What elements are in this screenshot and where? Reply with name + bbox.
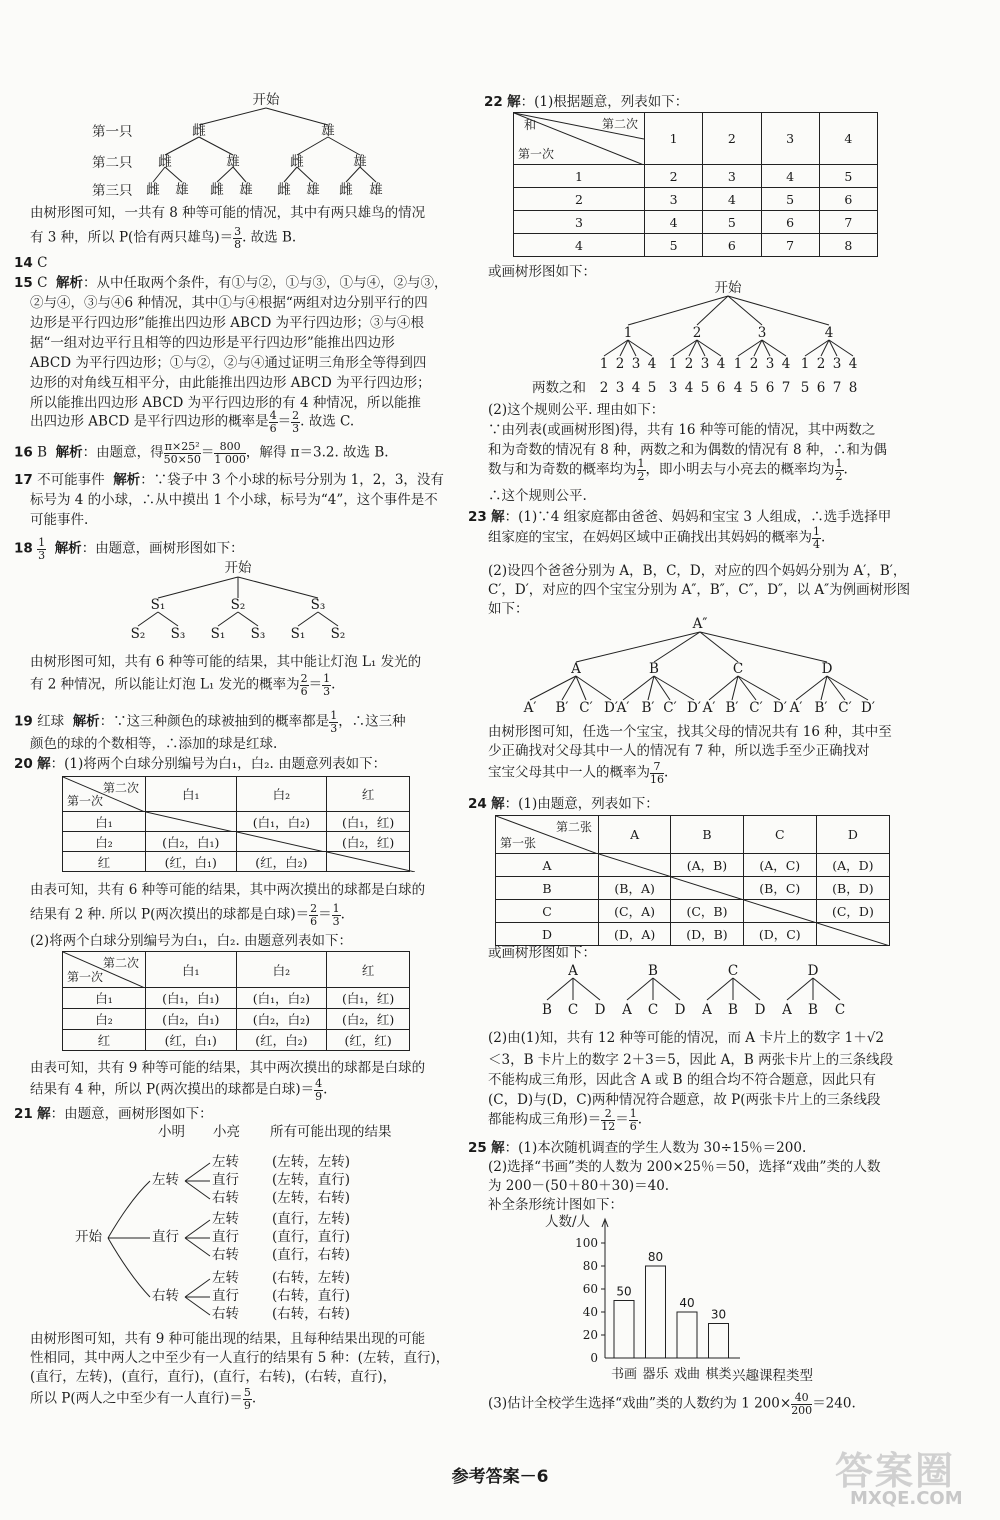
leaf: 直行 — [212, 1172, 239, 1188]
tree-leaf: A — [622, 1002, 632, 1018]
sum-value: 7 — [781, 380, 791, 396]
tree-node: A — [568, 963, 578, 979]
y-tick-label: 40 — [582, 1305, 598, 1319]
watermark-logo: 答案圈 — [835, 1449, 956, 1493]
node-s3: S₃ — [250, 626, 266, 642]
tree-leaf: 3 — [631, 356, 641, 372]
sum-value: 5 — [700, 380, 710, 396]
tree-leaf: A′ — [523, 700, 537, 716]
tree-leaf: D — [594, 1002, 606, 1018]
q22-part-2: (2)这个规则公平. 理由如下： — [488, 402, 665, 418]
tree-leaf: 1 — [668, 356, 678, 372]
tree-node: C — [727, 963, 739, 979]
q15-line-5: ABCD 为平行四边形；①与②，②与④通过证明三角形全等得到四 — [30, 355, 427, 371]
col-header: 红 — [327, 952, 410, 988]
q23-conclusion-1: 由树形图可知，任选一个宝宝，找其父母的情况共有 16 种，其中至 — [488, 724, 892, 740]
table-row: C (C，A) (C，B) (C，D) — [496, 900, 890, 923]
table-row: 3 4 5 6 7 — [514, 211, 878, 234]
tree-leaf: B′ — [725, 700, 739, 716]
header-xiaoming: 小明 — [158, 1124, 185, 1140]
bar — [614, 1301, 634, 1359]
tree-root: 开始 — [252, 92, 280, 108]
tree-leaf: C′ — [663, 700, 677, 716]
tree-leaf: B — [542, 1002, 552, 1018]
q22-line-3: 数与和为奇数的概率均为 $\frac{1}{2}$ ，即小明去与小亮去的概率均为 $\frac{1}{2}$ . — [488, 457, 848, 483]
q24-probability: 都能构成三角形)＝ $\frac{2}{12}$ ＝ $\frac{1}{6}$ . — [488, 1107, 643, 1133]
sum-value: 4 — [631, 380, 641, 396]
sum-value: 5 — [800, 380, 810, 396]
result: (右转，直行) — [272, 1288, 351, 1304]
tree-leaf: D′ — [861, 700, 875, 716]
y-tick-label: 60 — [582, 1282, 598, 1296]
switch-tree-root: 开始 — [224, 560, 252, 576]
tree-leaf: B — [728, 1002, 738, 1018]
node-male: 雄 — [239, 182, 253, 198]
q17-line-2: 标号为 4 的小球，∴从中摸出 1 个小球，标号为“4”，这个事件是不 — [30, 492, 438, 508]
sum-tree-root: 开始 — [714, 280, 742, 296]
q22-line-2: 和为奇数的情况有 8 种，两数之和为偶数的情况有 8 种，∴和为偶 — [488, 442, 887, 458]
col-header: 2 — [703, 113, 761, 165]
table-row: 白₂ (白₂，白₁) (白₂，白₂) (白₂，红) — [63, 1009, 410, 1030]
table-corner: 第二次 第一次 — [63, 952, 146, 988]
row-label-2: 第二只 — [92, 155, 133, 171]
chart-xlabel: 兴趣课程类型 — [732, 1368, 813, 1384]
q24-line-1: (2)由(1)知，共有 12 种等可能的情况，而 A 卡片上的数字 1＋√2 — [488, 1030, 884, 1046]
y-tick-label: 80 — [582, 1259, 598, 1273]
tree-node: D — [821, 661, 833, 677]
q15-line-8: 出四边形 ABCD 是平行四边形的概率是 $\frac{4}{6}$ ＝ $\frac{2}{3}$ . 故选 C. — [30, 409, 355, 435]
table-corner: 第二次 第一次 — [63, 777, 146, 812]
q23-line-3: (2)设四个爸爸分别为 A，B，C，D，对应的四个妈妈分别为 A′，B′， — [488, 563, 907, 579]
col-header: 红 — [327, 777, 410, 812]
node-s3: S₃ — [170, 626, 186, 642]
leaf: 左转 — [212, 1154, 239, 1170]
leaf: 右转 — [212, 1306, 239, 1322]
branch-straight: 直行 — [152, 1229, 179, 1245]
node-s3: S₃ — [310, 597, 326, 613]
direction-tree-root: 开始 — [75, 1229, 102, 1245]
tree-node: D — [807, 963, 819, 979]
node-s1: S₁ — [150, 597, 166, 613]
tree-leaf: 3 — [832, 356, 842, 372]
node-s1: S₁ — [290, 626, 306, 642]
tree-leaf: B′ — [814, 700, 828, 716]
bar-value-label: 40 — [679, 1296, 695, 1310]
result: (左转，左转) — [272, 1154, 351, 1170]
q17-line-3: 可能事件. — [30, 512, 89, 528]
sum-value: 7 — [832, 380, 842, 396]
tree-leaf: 4 — [781, 356, 791, 372]
x-tick-label: 棋类 — [705, 1367, 732, 1382]
tree-leaf: D — [674, 1002, 686, 1018]
q14: 14 C — [14, 255, 48, 271]
q23-line-5: 如下： — [488, 601, 529, 617]
node-s1: S₁ — [210, 626, 226, 642]
q13-conclusion: 由树形图可知，一共有 8 种等可能的情况，其中有两只雄鸟的情况 — [30, 205, 426, 221]
tree-leaf: 2 — [615, 356, 625, 372]
tree-leaf: B′ — [555, 700, 569, 716]
result: (右转，右转) — [272, 1306, 351, 1322]
q15-line-4: 据“一组对边平行且相等的四边形是平行四边形”能推出四边形 — [30, 335, 395, 351]
tree-leaf: C — [647, 1002, 659, 1018]
q24-line-4: (C，D)与(D，C)两种情况符合题意，故 P(两张卡片上的三条线段 — [488, 1092, 881, 1108]
tree-leaf: 3 — [765, 356, 775, 372]
table-row: 红 (红，白₁) (红，白₂) — [63, 852, 410, 872]
q25-line-4: 补全条形统计图如下： — [488, 1197, 623, 1213]
bar — [709, 1324, 729, 1359]
sum-value: 4 — [684, 380, 694, 396]
node-female: 雌 — [158, 154, 172, 170]
q23-conclusion-2: 少正确找对父母其中一人的情况有 7 种，所以选手至少正确找对 — [488, 743, 870, 759]
tree-leaf: 2 — [684, 356, 694, 372]
sum-label: 两数之和 — [532, 380, 586, 396]
leaf: 左转 — [212, 1270, 239, 1286]
node-s2: S₂ — [230, 597, 246, 613]
leaf: 右转 — [212, 1247, 239, 1263]
col-header: C — [743, 816, 816, 854]
y-tick-label: 20 — [582, 1328, 598, 1342]
col-header: 3 — [761, 113, 819, 165]
bar-value-label: 30 — [710, 1307, 727, 1322]
q21-line-1: 由树形图可知，共有 9 种可能出现的结果，且每种结果出现的可能 — [30, 1331, 426, 1347]
tree-leaf: C — [834, 1002, 846, 1018]
q20-part-2: (2)将两个白球分别编号为白₁，白₂. 由题意列表如下： — [30, 933, 353, 949]
page-footer: 参考答案－6 — [451, 1467, 549, 1487]
result: (左转，直行) — [272, 1172, 351, 1188]
tree-leaf: 1 — [599, 356, 609, 372]
q18-conclusion: 由树形图可知，共有 6 种等可能的结果，其中能让灯泡 L₁ 发光的 — [30, 654, 422, 670]
leaf: 左转 — [212, 1211, 239, 1227]
col-header: A — [599, 816, 671, 854]
sum-value: 2 — [599, 380, 609, 396]
node-male: 雄 — [175, 182, 189, 198]
sum-value: 5 — [647, 380, 657, 396]
x-tick-label: 器乐 — [642, 1367, 669, 1382]
tree-node: 4 — [824, 325, 834, 341]
q20-probability-1: 结果有 2 种. 所以 P(两次摸出的球都是白球)＝ $\frac{2}{6}$ ＝ $\frac{1}{3}$ . — [30, 902, 345, 928]
row-label-3: 第三只 — [92, 183, 133, 199]
tree-leaf: 2 — [816, 356, 826, 372]
q25-line-1: 25 解：(1)本次随机调查的学生人数为 30÷15％＝200. — [468, 1140, 807, 1156]
bar — [677, 1312, 697, 1358]
col-header: 1 — [645, 113, 703, 165]
sum-value: 3 — [668, 380, 678, 396]
q25-line-3: 为 200－(50＋80＋30)＝40. — [488, 1178, 670, 1194]
node-female: 雌 — [192, 123, 206, 139]
header-results: 所有可能出现的结果 — [270, 1124, 392, 1140]
result: (右转，左转) — [272, 1270, 351, 1286]
branch-right: 右转 — [152, 1288, 179, 1304]
chart-ylabel: 人数/人 — [545, 1214, 591, 1230]
table-corner: 和 第二次 第一次 — [514, 113, 645, 165]
q15-line-3: 边形是平行四边形”能推出四边形 ABCD 为平行四边形；③与④根 — [30, 315, 425, 331]
q15-line-2: ②与④，③与④6 种情况，其中①与④根据“两组对边分别平行的四 — [30, 295, 428, 311]
q15-line-6: 边形的对角线互相平分，由此能推出四边形 ABCD 为平行四边形； — [30, 375, 431, 391]
tree-leaf: 4 — [848, 356, 858, 372]
sum-value: 6 — [816, 380, 826, 396]
table-row: 1 2 3 4 5 — [514, 165, 878, 188]
tree-node: 2 — [692, 325, 702, 341]
q15-line-7: 所以能推出四边形 ABCD 为平行四边形的有 4 种情况，所以能推 — [30, 395, 421, 411]
tree-node: 1 — [623, 325, 633, 341]
q20-conclusion-2: 由表可知，共有 9 种等可能的结果，其中两次摸出的球都是白球的 — [30, 1060, 426, 1076]
q24-line-3: 不能构成三角形，因此含 A 或 B 的组合均不符合题意，因此只有 — [488, 1072, 876, 1088]
result: (直行，直行) — [272, 1229, 351, 1245]
node-s2: S₂ — [330, 626, 346, 642]
q22-intro: 22 解：(1)根据题意，列表如下： — [484, 94, 689, 110]
q16: 16 B 解析：由题意，得 $\frac{\text{π×25²}}{50\times 50}$ ＝ $\frac{800}{1 000}$ ，解得 π＝3.2. 故选 B. — [14, 440, 389, 466]
col-header: B — [671, 816, 743, 854]
tree-leaf: B — [808, 1002, 818, 1018]
leaf: 右转 — [212, 1190, 239, 1206]
col-header: 4 — [819, 113, 877, 165]
sum-value: 4 — [733, 380, 743, 396]
node-female: 雌 — [277, 182, 291, 198]
leaf: 直行 — [212, 1288, 239, 1304]
result: (直行，右转) — [272, 1247, 351, 1263]
q24-intro: 24 解：(1)由题意，列表如下： — [468, 796, 659, 812]
branch-left: 左转 — [152, 1172, 179, 1188]
bar-value-label: 80 — [647, 1250, 664, 1264]
tree-leaf: 4 — [716, 356, 726, 372]
q23-line-2: 组家庭的宝宝，在妈妈区域中正确找出其妈妈的概率为 $\frac{1}{4}$ . — [488, 525, 826, 551]
result: (左转，右转) — [272, 1190, 351, 1206]
watermark-site: MXQE.COM — [850, 1488, 963, 1509]
table-row: D (D，A) (D，B) (D，C) — [496, 923, 890, 946]
tree-leaf: A — [782, 1002, 792, 1018]
result: (直行，左转) — [272, 1211, 351, 1227]
tree-node: B — [648, 963, 658, 979]
table-row: 白₁ (白₁，白₁) (白₁，白₂) (白₁，红) — [63, 988, 410, 1009]
tree-leaf: 1 — [733, 356, 743, 372]
sum-value: 5 — [749, 380, 759, 396]
tree-leaf: A′ — [789, 700, 803, 716]
col-header: 白₂ — [236, 777, 327, 812]
node-s2: S₂ — [130, 626, 146, 642]
tree-node: A — [571, 661, 581, 677]
q21-probability: 所以 P(两人之中至少有一人直行)＝ $\frac{5}{9}$ . — [30, 1386, 257, 1412]
node-male: 雄 — [306, 182, 320, 198]
q20-probability-2: 结果有 4 种，所以 P(两次摸出的球都是白球)＝ $\frac{4}{9}$ . — [30, 1077, 328, 1103]
q19-line-1: 19 红球 解析：∵这三种颜色的球被抽到的概率都是 $\frac{1}{3}$ ，∴这三种 — [14, 709, 406, 735]
q17-line-1: 17 不可能事件 解析：∵袋子中 3 个小球的标号分别为 1，2，3，没有 — [14, 472, 444, 488]
q20-conclusion-1: 由表可知，共有 6 种等可能的结果，其中两次摸出的球都是白球的 — [30, 882, 426, 898]
tree-leaf: 4 — [647, 356, 657, 372]
q23-probability: 宝宝父母其中一人的概率为 $\frac{7}{16}$ . — [488, 760, 669, 786]
row-label-1: 第一只 — [92, 124, 133, 140]
q23-line-4: C′，D′，对应的四个宝宝分别为 A″，B″，C″，D″，以 A″为例画树形图 — [488, 582, 911, 598]
q25-line-2: (2)选择“书画”类的人数为 200×25％＝50，选择“戏曲”类的人数 — [488, 1159, 881, 1175]
q15-line-1: 15 C 解析：从中任取两个条件，有①与②，①与③，①与④，②与③， — [14, 275, 448, 291]
q22-or-tree: 或画树形图如下： — [488, 264, 596, 280]
tree-leaf: D′ — [604, 700, 618, 716]
tree-node: 3 — [757, 325, 767, 341]
node-female: 雌 — [339, 182, 353, 198]
sum-value: 8 — [848, 380, 858, 396]
tree-node: B — [649, 661, 659, 677]
table-row: 白₂ (白₂，白₁) (白₂，红) — [63, 832, 410, 852]
table-row: B (B，A) (B，C) (B，D) — [496, 877, 890, 900]
q22-line-4: ∴这个规则公平. — [488, 488, 587, 504]
sum-value: 6 — [765, 380, 775, 396]
q18-probability: 有 2 种情况，所以能让灯泡 L₁ 发光的概率为 $\frac{2}{6}$ ＝ $\frac{1}{3}$ . — [30, 672, 336, 698]
x-tick-label: 书画 — [610, 1367, 638, 1382]
col-header: 白₂ — [236, 952, 327, 988]
node-female: 雌 — [290, 154, 304, 170]
node-male: 雄 — [369, 182, 383, 198]
tree-leaf: A′ — [616, 700, 630, 716]
table-row: 红 (红，白₁) (红，白₂) (红，红) — [63, 1030, 410, 1051]
table-row: A (A，B) (A，C) (A，D) — [496, 854, 890, 877]
tree-leaf: A — [702, 1002, 712, 1018]
sum-value: 3 — [615, 380, 625, 396]
q13-probability: 有 3 种，所以 P(恰有两只雄鸟)＝ $\frac{3}{8}$ . 故选 B. — [30, 225, 297, 251]
table-corner: 第二张 第一张 — [496, 816, 599, 854]
tree-leaf: C — [567, 1002, 579, 1018]
tree-leaf: D — [754, 1002, 766, 1018]
node-male: 雄 — [353, 154, 367, 170]
x-tick-label: 戏曲 — [673, 1367, 701, 1382]
q24-line-2: ＜3，B 卡片上的数字 2＋3＝5，因此 A，B 两张卡片上的三条线段 — [488, 1052, 894, 1068]
node-female: 雌 — [146, 182, 160, 198]
q21-line-2: 性相同，其中两人之中至少有一人直行的结果有 5 种：(左转，直行)， — [30, 1350, 450, 1366]
q21-line-3: (直行，左转)，(直行，直行)，(直行，右转)，(右转，直行)， — [30, 1369, 397, 1385]
tree-leaf: 2 — [749, 356, 759, 372]
leaf: 直行 — [212, 1229, 239, 1245]
q25-line-5: (3)估计全校学生选择“戏曲”类的人数约为 1 200× $\frac{40}{200}$ ＝240. — [488, 1391, 856, 1417]
q19-line-2: 颜色的球的个数相等，∴添加的球是红球. — [30, 736, 278, 752]
tree-leaf: 3 — [700, 356, 710, 372]
table-row: 2 3 4 5 6 — [514, 188, 878, 211]
tree-leaf: D′ — [687, 700, 701, 716]
node-female: 雌 — [210, 182, 224, 198]
tree-leaf: D′ — [773, 700, 787, 716]
col-header: 白₁ — [146, 777, 237, 812]
bar — [646, 1266, 666, 1358]
tree-leaf: C′ — [579, 700, 593, 716]
table-row: 白₁ (白₁，白₂) (白₁，红) — [63, 812, 410, 832]
q20-intro: 20 解：(1)将两个白球分别编号为白₁，白₂. 由题意列表如下： — [14, 756, 387, 772]
tree-leaf: C′ — [838, 700, 852, 716]
node-male: 雄 — [226, 154, 240, 170]
tree-node: C — [732, 661, 744, 677]
tree-leaf: B′ — [641, 700, 655, 716]
y-tick-label: 0 — [590, 1351, 598, 1365]
q21-intro: 21 解：由题意，画树形图如下： — [14, 1106, 213, 1122]
parent-tree-root: A″ — [692, 616, 708, 632]
col-header: 白₁ — [146, 952, 237, 988]
q24-or-tree: 或画树形图如下： — [488, 945, 596, 961]
sum-value: 6 — [716, 380, 726, 396]
col-header: D — [816, 816, 889, 854]
q22-line-1: ∵由列表(或画树形图)得，共有 16 种等可能的情况，其中两数之 — [488, 422, 876, 438]
node-male: 雄 — [321, 123, 335, 139]
header-xiaoliang: 小亮 — [213, 1124, 240, 1140]
y-tick-label: 100 — [575, 1236, 598, 1250]
bar-value-label: 50 — [616, 1284, 632, 1299]
q23-line-1: 23 解：(1)∵4 组家庭都由爸爸、妈妈和宝宝 3 人组成，∴选手选择甲 — [468, 509, 892, 525]
q18-header: 18 $\frac{1}{3}$ 解析：由题意，画树形图如下： — [14, 536, 244, 562]
table-row: 4 5 6 7 8 — [514, 234, 878, 257]
tree-leaf: 1 — [800, 356, 810, 372]
tree-leaf: C′ — [749, 700, 763, 716]
tree-leaf: A′ — [702, 700, 716, 716]
